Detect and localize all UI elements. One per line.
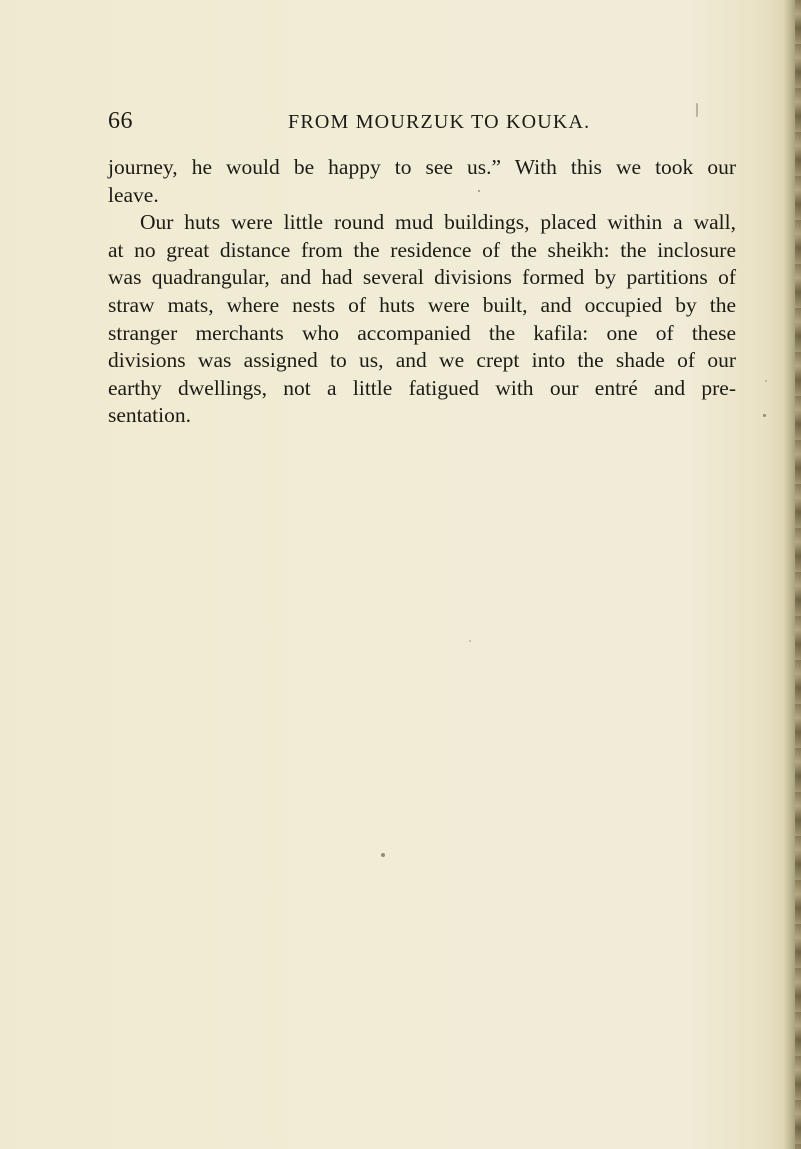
page-edge-strip [795,0,801,1149]
paper-speck [763,414,766,417]
page-header [108,108,708,138]
paper-speck [765,380,767,382]
text-line: earthy dwellings, not a little fatigued with our entré and pre- [108,375,736,400]
running-head: FROM MOURZUK TO KOUKA. [288,111,591,133]
text-line: stranger merchants who accompanied the kafila: one of these [108,320,736,345]
text-line: leave. [108,182,159,207]
text-line: sentation. [108,403,191,428]
text-line: divisions was assigned to us, and we crept into the shade of our [108,348,736,373]
paper-speck [478,190,480,192]
paper-speck [469,640,471,642]
paper-speck [381,853,385,857]
page-number: 66 [108,108,133,134]
body-text [108,154,736,430]
text-line: Our huts were little round mud buildings, placed within a wall, [140,210,736,235]
text-line: journey, he would be happy to see us.” With this we took our [108,155,736,179]
text-line: at no great distance from the residence of the sheikh: the inclosure [108,237,736,262]
text-line: straw mats, where nests of huts were built, and occupied by the [108,292,736,317]
paper-speck [696,103,698,117]
text-line: was quadrangular, and had several divisions formed by partitions of [108,265,736,290]
